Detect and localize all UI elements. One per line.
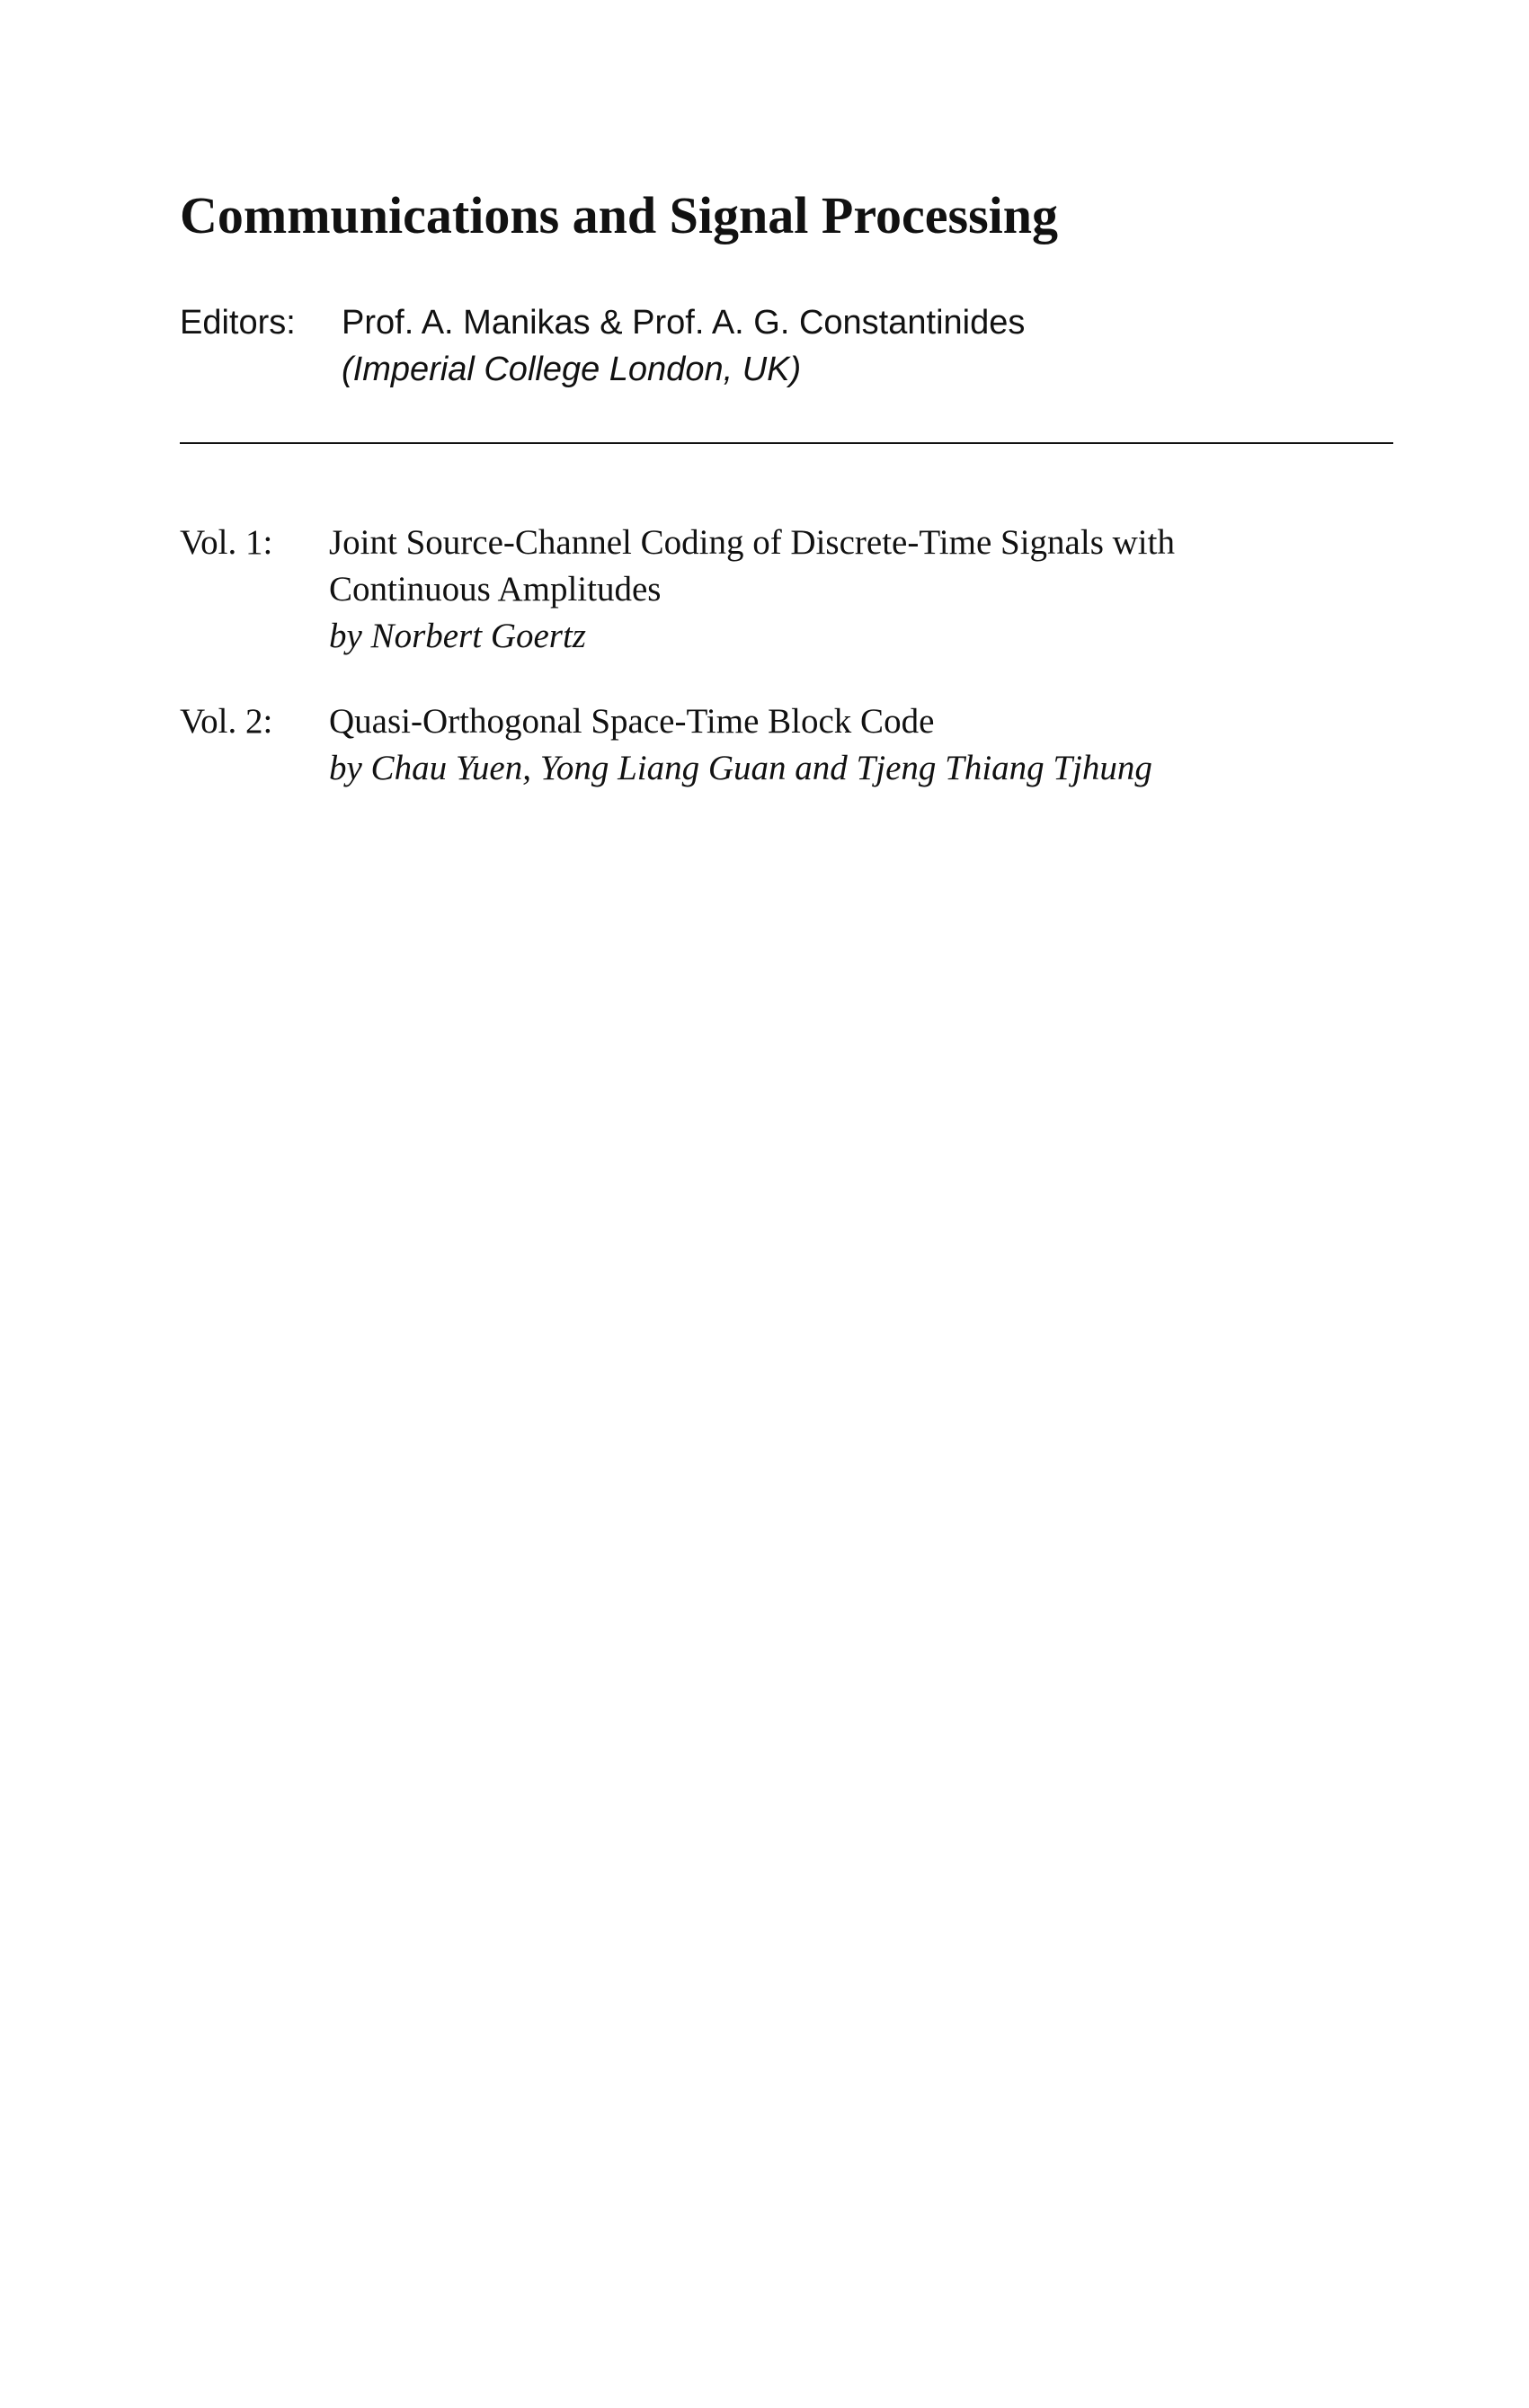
volume-details	[329, 698, 1408, 792]
volume-details	[329, 520, 1408, 660]
volume-title-line: Quasi-Orthogonal Space-Time Block Code	[329, 702, 935, 741]
volume-label: Vol. 1:	[180, 523, 273, 562]
volume-title-line: Joint Source-Channel Coding of Discrete-Time Signals with	[329, 523, 1175, 562]
series-title: Communications and Signal Processing	[180, 186, 1059, 244]
editors-names: Prof. A. Manikas & Prof. A. G. Constantinides	[342, 304, 1026, 342]
volume-title-line: Continuous Amplitudes	[329, 570, 662, 609]
volume-authors: by Chau Yuen, Yong Liang Guan and Tjeng Thiang Tjhung	[329, 749, 1152, 787]
volume-authors: by Norbert Goertz	[329, 617, 586, 655]
editors-label: Editors:	[180, 304, 296, 342]
divider-rule	[180, 442, 1393, 444]
volume-label: Vol. 2:	[180, 702, 273, 741]
editors-affiliation: (Imperial College London, UK)	[342, 351, 802, 388]
